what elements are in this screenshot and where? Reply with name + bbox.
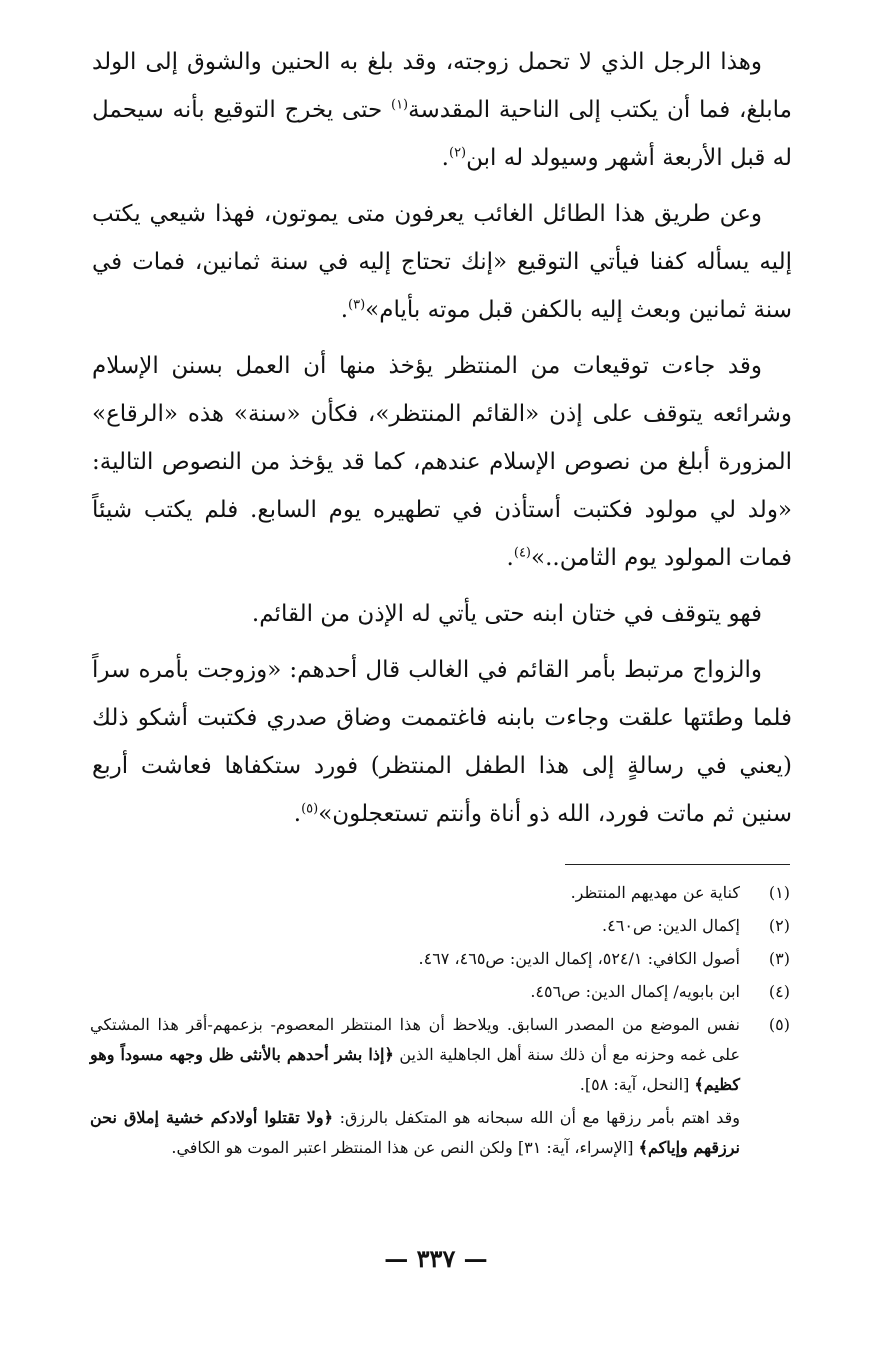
paragraph-text: حتى يخرج التوقيع بأنه سيحمل له قبل الأربعة أشهر وسيولد له ابن [92, 97, 792, 171]
footnote-text-part: [الإسراء، آية: ٣١] ولكن النص عن هذا المنتظر اعتبر الموت هو الكافي. [171, 1138, 639, 1157]
footnote-text: كناية عن مهديهم المنتظر. [570, 883, 740, 902]
footnote-ref: (٢) [448, 145, 467, 161]
footnote-number: (٣) [768, 949, 790, 968]
footnote [90, 944, 790, 974]
paragraph-text: . [340, 297, 349, 323]
footnote [90, 911, 790, 941]
quran-quote: ﴿ولا تقتلوا أولادكم خشية إملاق نحن نرزقهم وإياكم﴾ [90, 1108, 740, 1157]
footnote [90, 1010, 790, 1100]
paragraph-text: والزواج مرتبط بأمر القائم في الغالب قال أحدهم: «وزوجت بأمره سراً فلما وطئتها علقت وجاءت بابنه فاغتممت وضاق صدري فكتبت أشكو ذلك (يعني في رسالةٍ إلى هذا الطفل المنتظر) فورد ستكفاها فعاشت أربع سنين ثم ماتت فورد، الله ذو أناة وأنتم تستعجلون» [92, 657, 792, 827]
quran-quote: ﴿إذا بشر أحدهم بالأنثى ظل وجهه مسوداً وهو كظيم﴾ [90, 1045, 740, 1094]
paragraph-text: . [293, 801, 302, 827]
footnote [90, 977, 790, 1007]
paragraph [92, 646, 792, 838]
paragraph [92, 590, 792, 638]
footnote [90, 878, 790, 908]
paragraph [92, 190, 792, 334]
footnote-ref: (٤) [513, 545, 531, 561]
footnote-ref: (٣) [348, 297, 366, 313]
footnotes [90, 878, 790, 1163]
paragraph-text: . [506, 545, 514, 571]
footnote-text [90, 1010, 740, 1100]
paragraph-text: . [441, 145, 449, 171]
footnote-text-part: [النحل، آية: ٥٨]. [579, 1075, 695, 1094]
footnote-ref: (٥) [301, 801, 319, 817]
paragraph-text: وهذا الرجل الذي لا تحمل زوجته، وقد بلغ به الحنين والشوق إلى الولد مابلغ، فما أن يكتب إلى الناحية المقدسة [92, 49, 793, 123]
footnote-number: (٤) [768, 982, 790, 1001]
footnote-number: (٢) [768, 916, 790, 935]
paragraph [92, 38, 792, 182]
footnote-text-part: وقد اهتم بأمر رزقها مع أن الله سبحانه هو المتكفل بالرزق: [333, 1108, 741, 1127]
footnote-text: إكمال الدين: ص٤٦٠. [602, 916, 740, 935]
footnote-separator [565, 864, 790, 865]
paragraph-text: وعن طريق هذا الطائل الغائب يعرفون متى يموتون، فهذا شيعي يكتب إليه يسأله كفنا فيأتي التوقيع «إنك تحتاج إليه في سنة ثمانين، فمات في سنة ثمانين وبعث إليه بالكفن قبل موته بأيام» [92, 201, 792, 323]
footnote-number: (١) [768, 883, 790, 902]
footnote-ref: (١) [390, 97, 409, 113]
paragraph [92, 342, 792, 582]
footnote-text: أصول الكافي: ٥٢٤/١، إكمال الدين: ص٤٦٥، ٤٦٧. [418, 949, 740, 968]
footnote-text-part: نفس الموضع من المصدر السابق. ويلاحظ أن هذا المنتظر المعصوم- بزعمهم-أقر هذا المشتكي على غمه وحزنه مع أن ذلك سنة أهل الجاهلية الذين [90, 1015, 741, 1064]
paragraph-text: وقد جاءت توقيعات من المنتظر يؤخذ منها أن العمل بسنن الإسلام وشرائعه يتوقف على إذن «القائم المنتظر»، فكأن «سنة» هذه «الرقاع» المزورة أبلغ من نصوص الإسلام عندهم، كما قد يؤخذ من النصوص التالية: «ولد لي مولود فكتبت أستأذن في تطهيره يوم السابع. فلم يكتب شيئاً فمات المولود يوم الثامن..» [92, 353, 792, 571]
main-text [92, 38, 792, 846]
paragraph-text: فهو يتوقف في ختان ابنه حتى يأتي له الإذن من القائم. [251, 601, 762, 627]
footnote-number: (٥) [768, 1015, 790, 1034]
footnote-text: ابن بابويه/ إكمال الدين: ص٤٥٦. [530, 982, 740, 1001]
footnote-continuation [90, 1103, 740, 1163]
page-number: — ٣٣٧ — [384, 1244, 488, 1273]
